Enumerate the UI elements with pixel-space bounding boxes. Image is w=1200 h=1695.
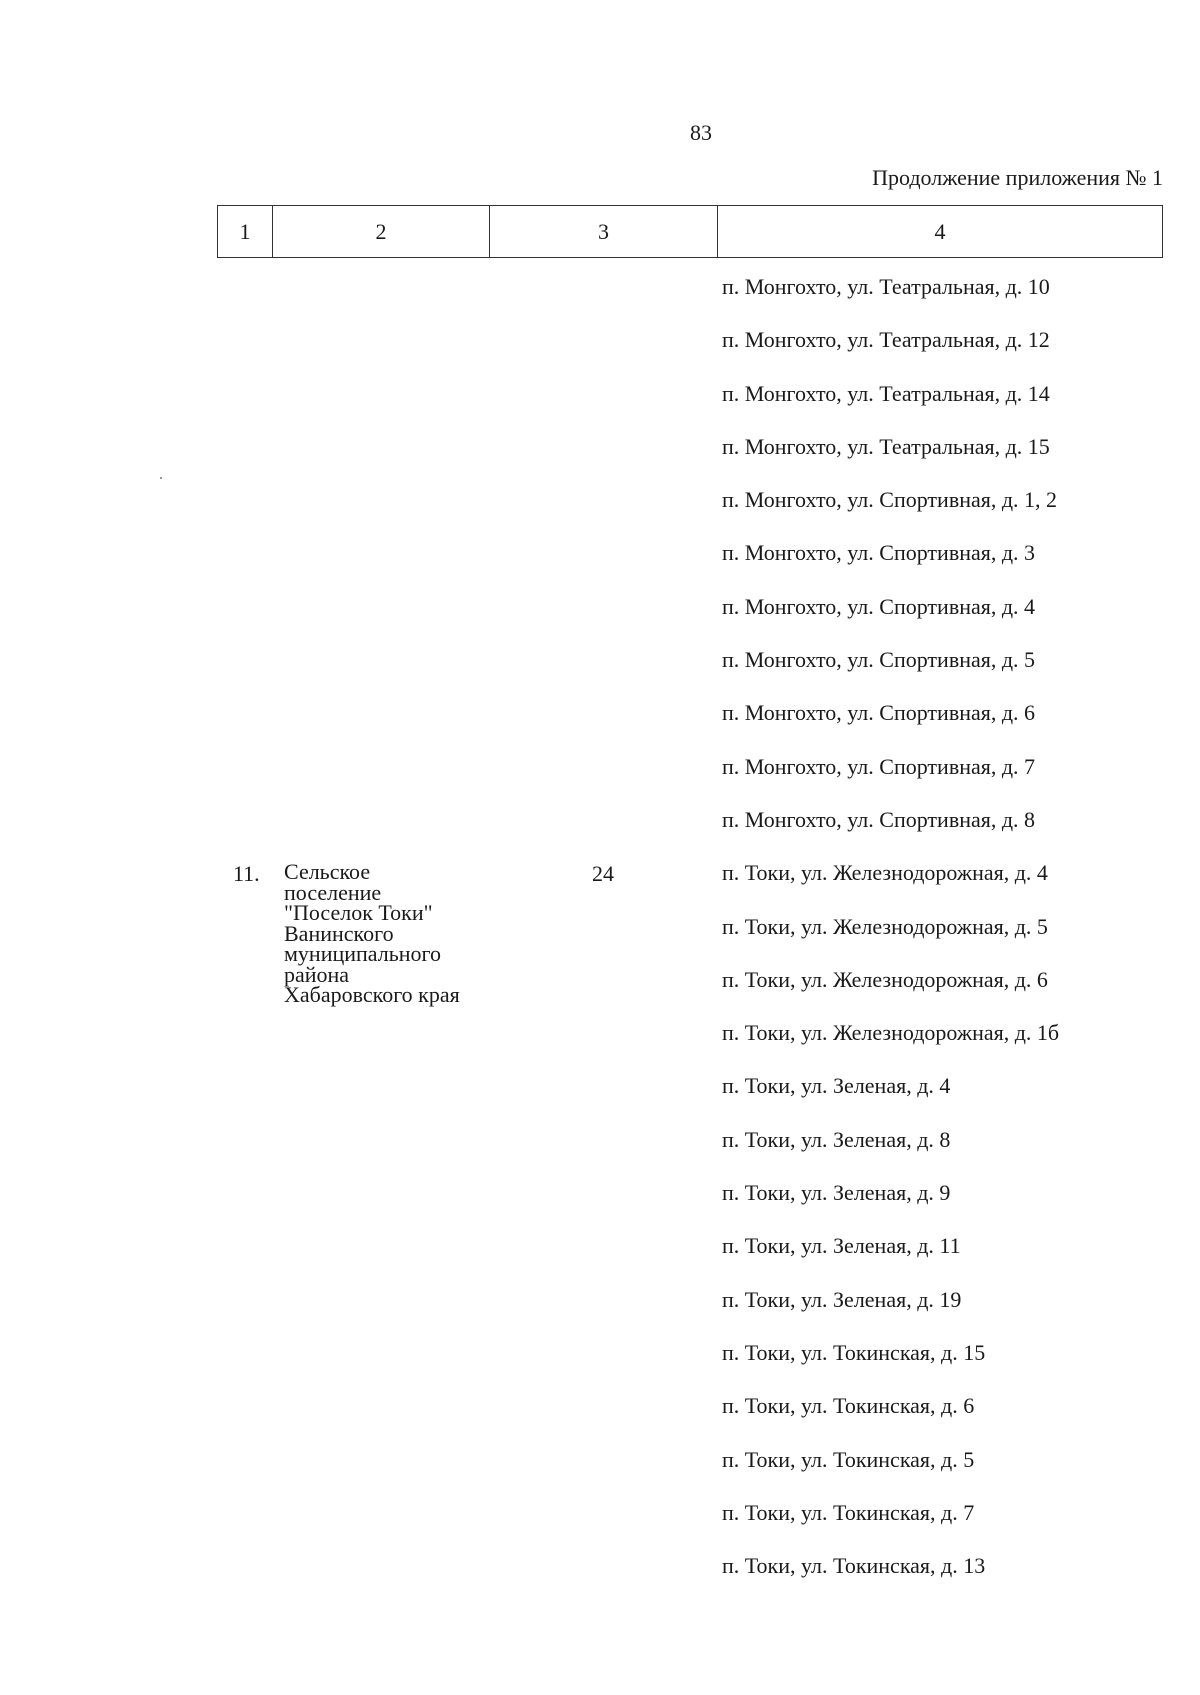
address-item: п. Токи, ул. Железнодорожная, д. 1б [722, 1020, 1060, 1046]
address-item: п. Токи, ул. Токинская, д. 15 [722, 1339, 986, 1365]
address-item: п. Токи, ул. Зеленая, д. 4 [722, 1073, 951, 1099]
address-item: п. Токи, ул. Зеленая, д. 9 [722, 1180, 951, 1206]
address-item: п. Монгохто, ул. Спортивная, д. 1, 2 [722, 487, 1058, 513]
address-item: п. Токи, ул. Зеленая, д. 8 [722, 1126, 951, 1152]
address-item: п. Монгохто, ул. Театральная, д. 15 [722, 433, 1050, 459]
appendix-note: Продолжение приложения № 1 [872, 165, 1163, 190]
address-item: п. Монгохто, ул. Спортивная, д. 5 [722, 647, 1036, 673]
address-item: п. Токи, ул. Токинская, д. 6 [722, 1393, 975, 1419]
address-item: п. Токи, ул. Токинская, д. 7 [722, 1499, 975, 1525]
address-item: п. Монгохто, ул. Спортивная, д. 7 [722, 753, 1036, 779]
address-item: п. Монгохто, ул. Театральная, д. 10 [722, 274, 1050, 299]
page-number: 83 [690, 120, 712, 145]
header-row [218, 206, 1163, 258]
address-count: 24 [592, 861, 614, 886]
address-item: п. Монгохто, ул. Спортивная, д. 4 [722, 593, 1036, 619]
address-item: п. Токи, ул. Железнодорожная, д. 4 [722, 860, 1048, 886]
header-col-2: 2 [273, 206, 490, 258]
address-item: п. Монгохто, ул. Спортивная, д. 8 [722, 806, 1036, 832]
address-item: п. Токи, ул. Железнодорожная, д. 6 [722, 966, 1048, 992]
address-item: п. Токи, ул. Железнодорожная, д. 5 [722, 913, 1048, 939]
header-col-1: 1 [218, 206, 273, 258]
address-item: п. Токи, ул. Зеленая, д. 11 [722, 1233, 961, 1259]
row-number: 11. [233, 861, 260, 886]
table-header [217, 205, 1163, 258]
address-item: п. Монгохто, ул. Спортивная, д. 3 [722, 540, 1036, 566]
address-list [722, 272, 1059, 1604]
header-col-4: 4 [718, 206, 1163, 258]
address-item: п. Монгохто, ул. Спортивная, д. 6 [722, 700, 1036, 726]
municipality-name: Сельское поселение "Поселок Токи" Ванинского муниципального района Хабаровского края [284, 859, 460, 1007]
address-item: п. Монгохто, ул. Театральная, д. 12 [722, 327, 1050, 353]
header-col-3: 3 [490, 206, 718, 258]
address-item: п. Монгохто, ул. Театральная, д. 14 [722, 380, 1050, 406]
address-item: п. Токи, ул. Токинская, д. 13 [722, 1553, 986, 1579]
address-item: п. Токи, ул. Зеленая, д. 19 [722, 1286, 962, 1312]
address-item: п. Токи, ул. Токинская, д. 5 [722, 1446, 975, 1472]
scan-speck [160, 477, 162, 479]
